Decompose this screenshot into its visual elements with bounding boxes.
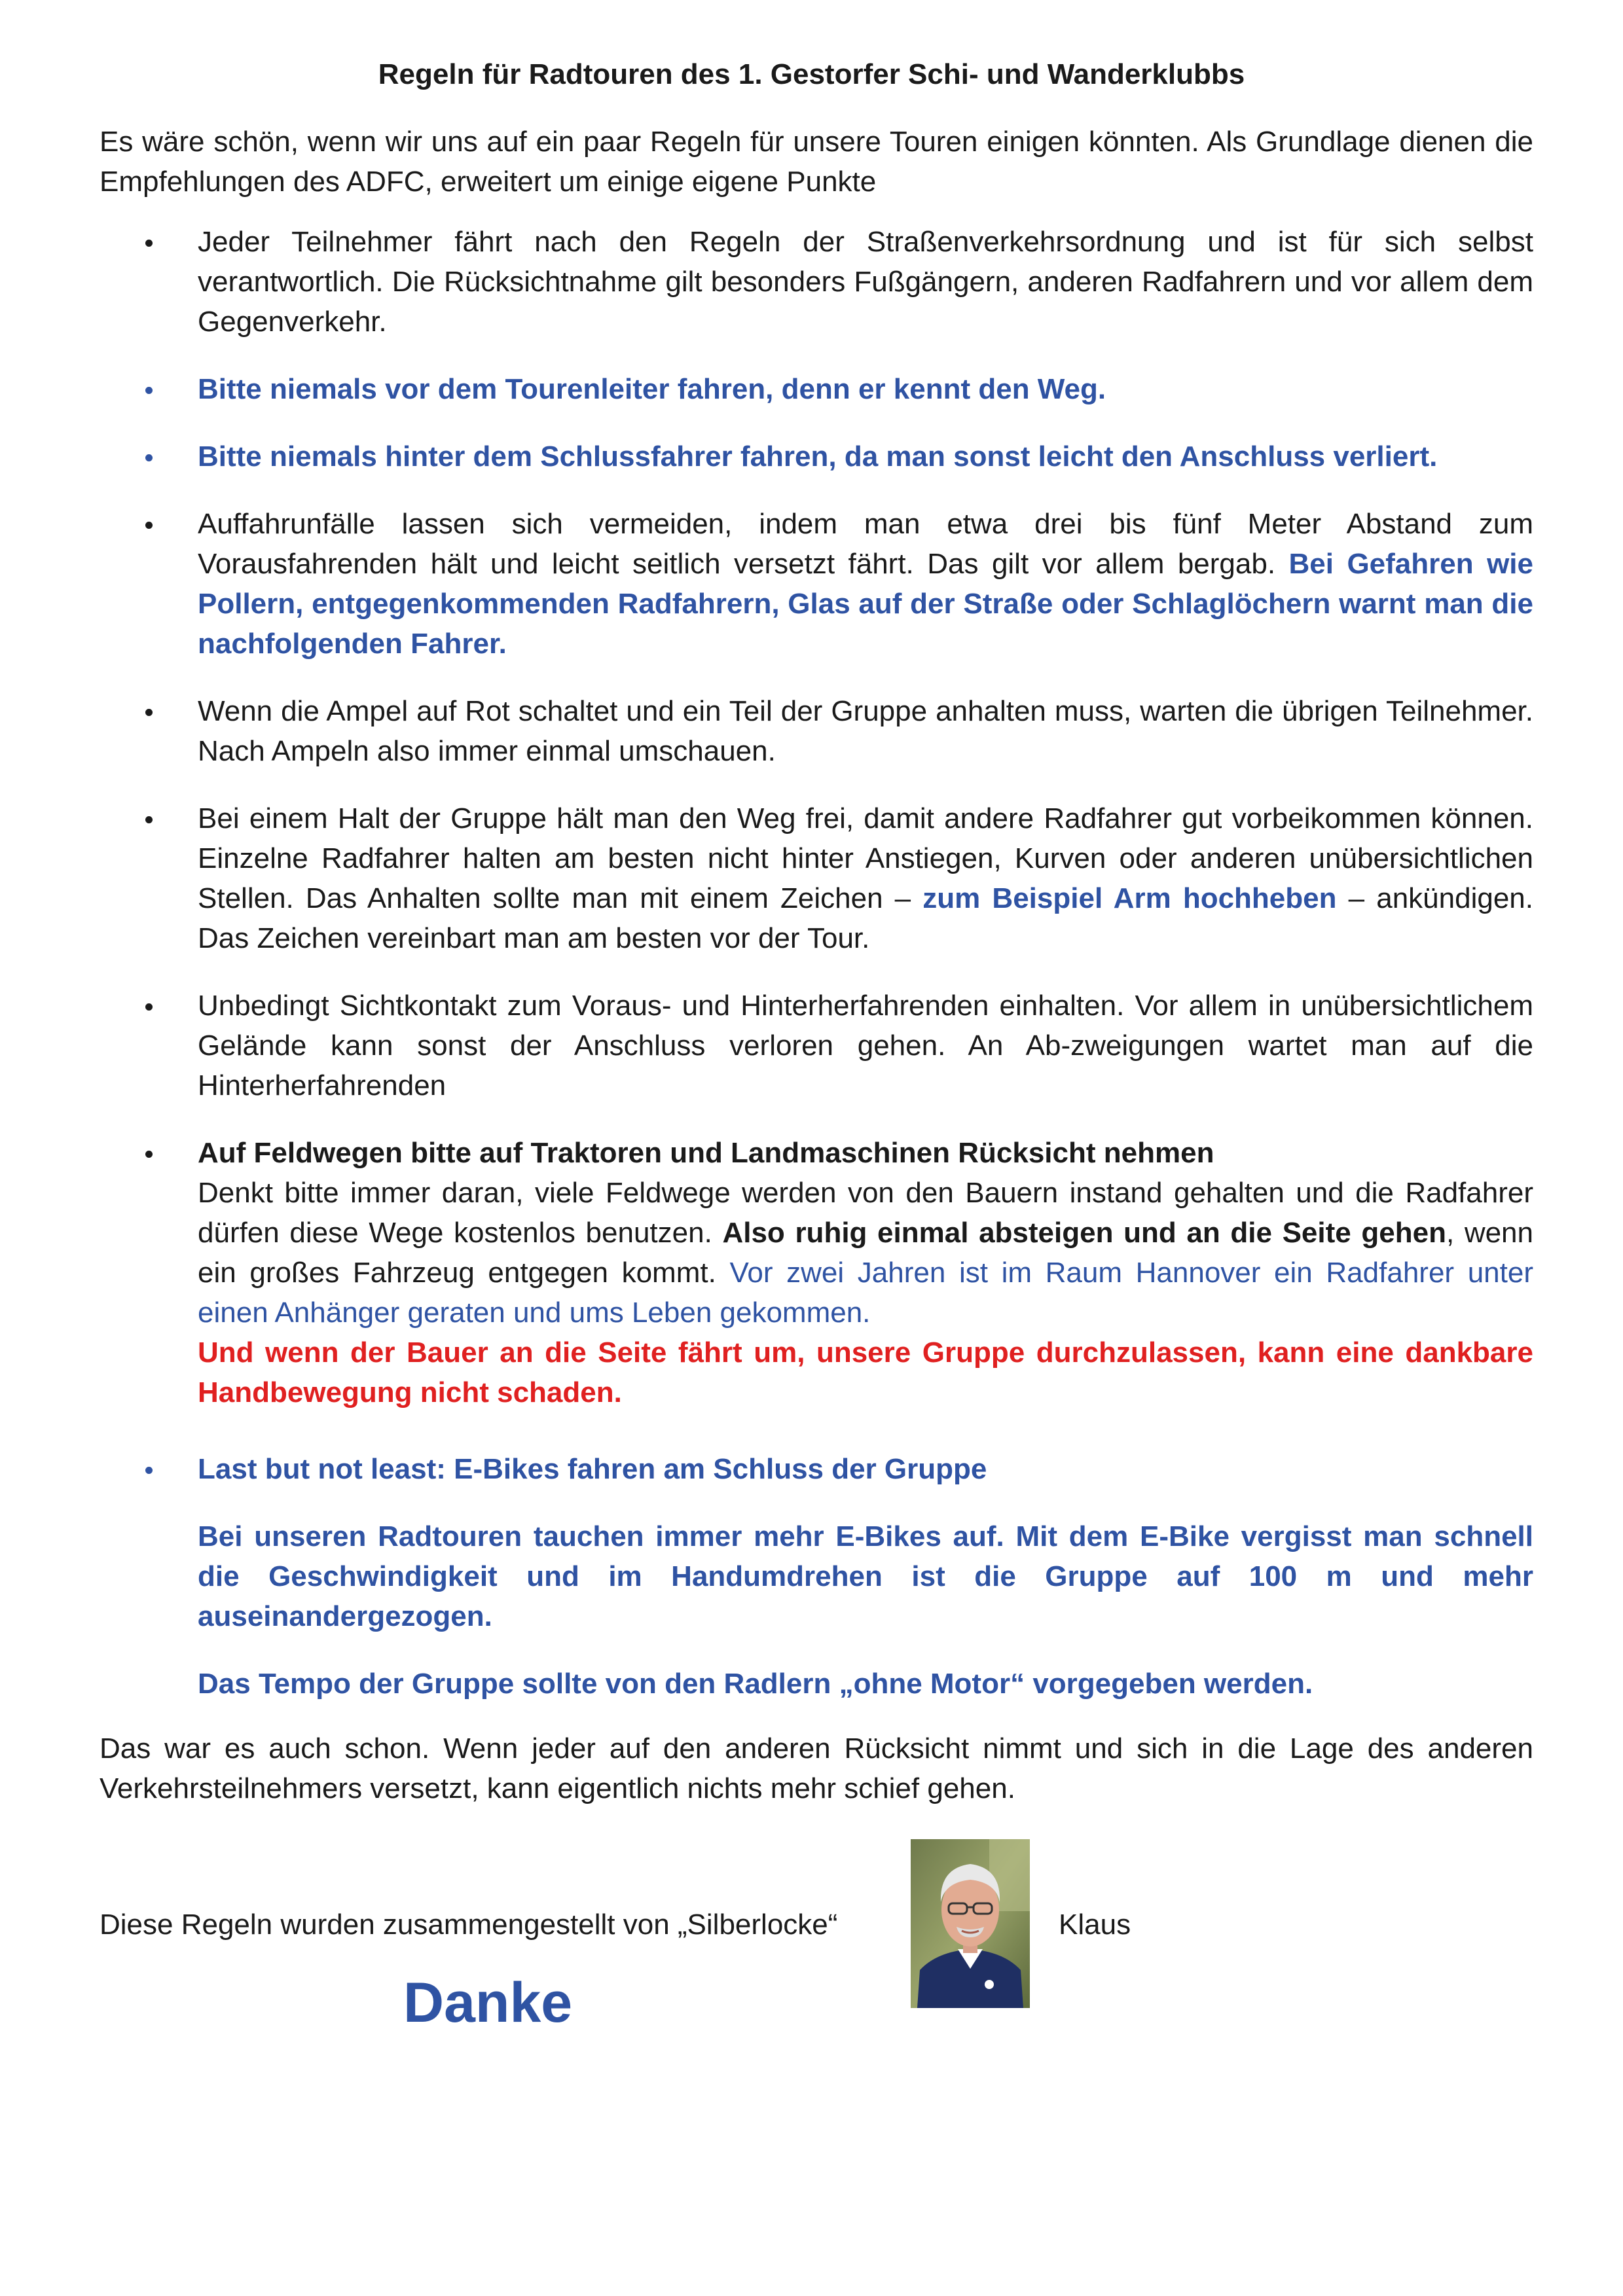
rule-item-distance bbox=[100, 504, 1533, 664]
rule-text: , wenn ein großes Fahrzeug entgegen kommt. bbox=[198, 1217, 1534, 1289]
rule-item-field-paths bbox=[100, 1133, 1533, 1412]
bullet-icon bbox=[145, 240, 153, 247]
rule-text: Denkt bitte immer daran, viele Feldwege werden von den Bauern instand gehalten und die Radfahrer dürfen diese Wege kostenlos benutzen. bbox=[198, 1177, 1533, 1249]
rule-item-stopping bbox=[100, 798, 1533, 958]
page-title: Regeln für Radtouren des 1. Gestorfer Schi- und Wanderklubbs bbox=[378, 58, 1245, 90]
closing-paragraph: Das war es auch schon. Wenn jeder auf den anderen Rücksicht nimmt und sich in die Lage des anderen Verkehrsteilnehmers versetzt, kann eigentlich nichts mehr schief gehen. bbox=[100, 1732, 1533, 1804]
bullet-icon bbox=[145, 387, 153, 394]
rule-item-tour-leader bbox=[100, 369, 1533, 409]
rule-text: Bitte niemals hinter dem Schlussfahrer fahren, da man sonst leicht den Anschluss verliert. bbox=[198, 440, 1438, 473]
bullet-icon bbox=[145, 1003, 153, 1011]
rule-text-note: Vor zwei Jahren ist im Raum Hannover ein Radfahrer unter einen Anhänger geraten und ums Leben gekommen. bbox=[198, 1257, 1533, 1329]
bullet-icon bbox=[145, 522, 153, 529]
rule-heading: Auf Feldwegen bitte auf Traktoren und Landmaschinen Rücksicht nehmen bbox=[198, 1137, 1214, 1169]
thanks-text: Danke bbox=[403, 1971, 573, 2034]
rule-text: Unbedingt Sichtkontakt zum Voraus- und Hinterherfahrenden einhalten. Vor allem in unübersichtlichem Gelände kann sonst der Anschluss verloren gehen. An Ab-zweigungen wartet man auf die Hinterherfahrenden bbox=[198, 990, 1533, 1102]
rule-text: Jeder Teilnehmer fährt nach den Regeln der Straßenverkehrsordnung und ist für sich selbst verantwortlich. Die Rücksichtnahme gilt besonders Fußgängern, anderen Radfahrern und vor allem dem Gegenverkehr. bbox=[198, 226, 1533, 338]
rule-text: Auffahrunfälle lassen sich vermeiden, indem man etwa drei bis fünf Meter Abstand zum Vorausfahrenden hält und leicht seitlich versetzt fährt. Das gilt vor allem bergab. bbox=[198, 508, 1533, 580]
rule-text: – ankündigen. Das Zeichen vereinbart man am besten vor der Tour. bbox=[198, 882, 1534, 954]
author-name: Klaus bbox=[1059, 1909, 1131, 1941]
bullet-icon bbox=[145, 1467, 153, 1474]
bullet-icon bbox=[145, 454, 153, 461]
credit-line: Diese Regeln wurden zusammengestellt von „Silberlocke“ bbox=[100, 1909, 838, 1941]
rule-text: Bei unseren Radtouren tauchen immer mehr E-Bikes auf. Mit dem E-Bike vergisst man schnell die Geschwindigkeit und im Handumdrehen ist die Gruppe auf 100 m und mehr auseinandergezogen. bbox=[198, 1520, 1533, 1632]
rule-item-visual-contact bbox=[100, 986, 1533, 1105]
rule-text: Das Tempo der Gruppe sollte von den Radlern „ohne Motor“ vorgegeben werden. bbox=[198, 1668, 1313, 1700]
intro-paragraph: Es wäre schön, wenn wir uns auf ein paar Regeln für unsere Touren einigen könnten. Als Grundlage dienen die Empfehlungen des ADFC, erweitert um einige eigene Punkte bbox=[100, 126, 1533, 198]
rule-text-highlight: zum Beispiel Arm hochheben bbox=[922, 882, 1337, 914]
bullet-icon bbox=[145, 1151, 153, 1158]
rule-text: Bitte niemals vor dem Tourenleiter fahren, denn er kennt den Weg. bbox=[198, 373, 1106, 405]
rule-text-warning: Und wenn der Bauer an die Seite fährt um, unsere Gruppe durchzulassen, kann eine dankbare Handbewegung nicht schaden. bbox=[198, 1336, 1533, 1408]
rule-item-e-bikes bbox=[100, 1449, 1533, 1704]
bullet-icon bbox=[145, 709, 153, 716]
rule-text: Bei einem Halt der Gruppe hält man den Weg frei, damit andere Radfahrer gut vorbeikommen können. Einzelne Radfahrer halten am besten nicht hinter Anstiegen, Kurven oder anderen unübersichtlichen Stellen. Das Anhalten sollte man mit einem Zeichen – bbox=[198, 802, 1533, 914]
rule-item-traffic-law bbox=[100, 222, 1533, 342]
rule-item-last-rider bbox=[100, 437, 1533, 476]
rule-item-traffic-light bbox=[100, 691, 1533, 771]
bullet-icon bbox=[145, 816, 153, 823]
rules-list bbox=[100, 222, 1533, 1731]
author-photo bbox=[911, 1839, 1030, 2008]
rule-heading: Last but not least: E-Bikes fahren am Schluss der Gruppe bbox=[198, 1453, 987, 1485]
rule-text: Wenn die Ampel auf Rot schaltet und ein Teil der Gruppe anhalten muss, warten die übrigen Teilnehmer. Nach Ampeln also immer einmal umschauen. bbox=[198, 695, 1533, 767]
rule-text-highlight: Also ruhig einmal absteigen und an die Seite gehen bbox=[722, 1217, 1446, 1249]
rule-text-highlight: Bei Gefahren wie Pollern, entgegenkommenden Radfahrern, Glas auf der Straße oder Schlaglöchern warnt man die nachfolgenden Fahrer. bbox=[198, 548, 1533, 660]
